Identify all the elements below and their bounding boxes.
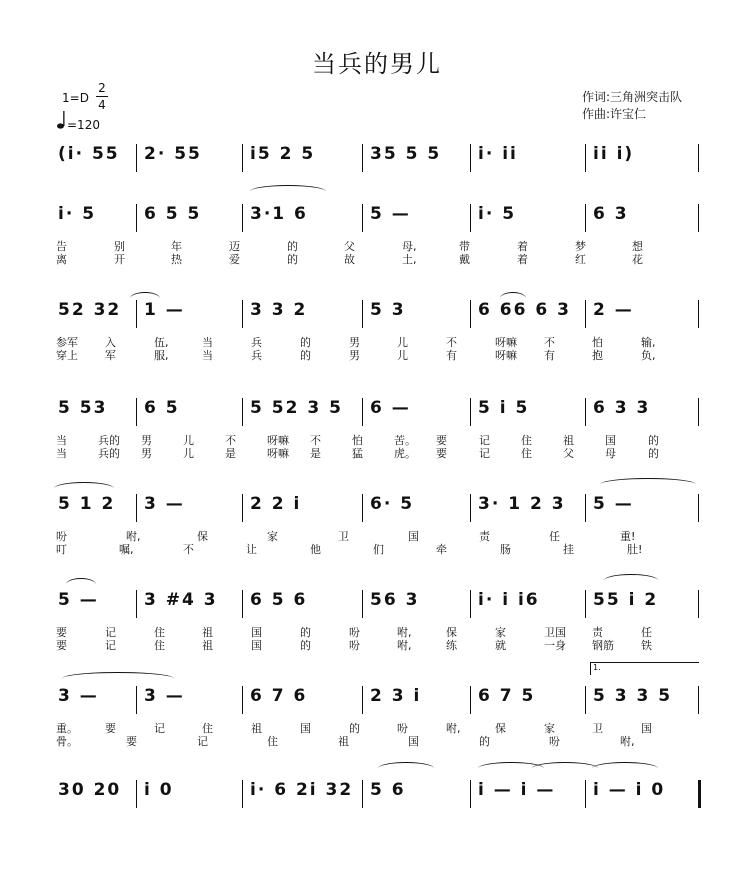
measure-notes: 6 5 [144, 398, 180, 418]
barline [585, 398, 586, 426]
lyric-syllable: 是 [310, 447, 321, 460]
lyric-syllable: 要 [56, 626, 67, 639]
slur-tie [62, 672, 174, 685]
lyric-syllable: 年 [171, 240, 182, 253]
lyric-syllable: 父 [563, 447, 574, 460]
measure-notes: 5 i 5 [478, 398, 530, 418]
lyric-syllable: 挂 [563, 543, 574, 556]
lyric-syllable: 迈 [229, 240, 240, 253]
lyric-syllable: 母, [402, 240, 417, 253]
lyric-syllable: 一身 [544, 639, 566, 652]
lyric-syllable: 吩 [349, 626, 360, 639]
measure-notes: 3 3 2 [250, 300, 308, 320]
quarter-note-icon [57, 111, 65, 129]
measure-notes: 5 52 3 5 [250, 398, 343, 418]
lyric-syllable: 男 [141, 447, 152, 460]
barline [585, 590, 586, 618]
lyric-syllable: 热 [171, 253, 182, 266]
lyric-syllable: 儿 [397, 349, 408, 362]
measure-notes: 52 32 [58, 300, 122, 320]
measure-notes: 5 3 3 5 [593, 686, 673, 706]
lyric-syllable: 当 [202, 336, 213, 349]
measure-notes: 3 — [144, 494, 185, 514]
measure-notes: 5 3 [370, 300, 406, 320]
lyric-syllable: 呀嘛 [267, 434, 289, 447]
lyric-syllable: 抱 [592, 349, 603, 362]
measure-notes: 5 6 [370, 780, 406, 800]
measure-notes: (i· 55 [58, 144, 120, 164]
lyric-syllable: 有 [544, 349, 555, 362]
lyric-syllable: 负, [641, 349, 656, 362]
lyric-syllable: 记 [479, 447, 490, 460]
barline [362, 300, 363, 328]
barline [136, 494, 137, 522]
composer-credit: 作曲:许宝仁 [582, 107, 647, 121]
measure-notes: 5 — [593, 494, 634, 514]
lyric-syllable: 穿上 [56, 349, 78, 362]
lyric-syllable: 军 [105, 349, 116, 362]
lyric-syllable: 保 [495, 722, 506, 735]
time-signature [96, 80, 108, 113]
lyric-syllable: 的 [300, 349, 311, 362]
barline [136, 144, 137, 172]
lyric-syllable: 要 [56, 639, 67, 652]
barline [470, 300, 471, 328]
lyric-syllable: 牵 [436, 543, 447, 556]
lyric-syllable: 国 [641, 722, 652, 735]
barline [362, 494, 363, 522]
lyric-syllable: 保 [446, 626, 457, 639]
barline [362, 398, 363, 426]
lyric-syllable: 不 [446, 336, 457, 349]
lyric-syllable: 保 [197, 530, 208, 543]
lyric-syllable: 父 [344, 240, 355, 253]
slur-tie [532, 762, 598, 775]
lyric-syllable: 的 [648, 434, 659, 447]
lyric-syllable: 兵的 [98, 447, 120, 460]
lyric-syllable: 的 [300, 639, 311, 652]
lyric-syllable: 吩 [397, 722, 408, 735]
lyric-syllable: 猛 [352, 447, 363, 460]
lyric-syllable: 嘱, [119, 543, 134, 556]
lyric-syllable: 呀嘛 [267, 447, 289, 460]
lyricist-credit: 作词:三角洲突击队 [582, 90, 683, 104]
lyric-syllable: 卫 [338, 530, 349, 543]
measure-notes: i· 6 2i 32 [250, 780, 354, 800]
lyric-syllable: 祖 [338, 735, 349, 748]
lyric-syllable: 兵 [251, 336, 262, 349]
lyric-syllable: 红 [575, 253, 586, 266]
lyric-syllable: 伍, [154, 336, 169, 349]
lyric-syllable: 就 [495, 639, 506, 652]
staff-line [0, 394, 754, 490]
lyric-syllable: 开 [114, 253, 125, 266]
key-signature [62, 90, 89, 106]
lyric-syllable: 吩 [549, 735, 560, 748]
lyric-syllable: 国 [605, 434, 616, 447]
lyric-syllable: 任 [549, 530, 560, 543]
slur-tie [250, 185, 326, 198]
lyric-syllable: 国 [251, 639, 262, 652]
lyric-syllable: 当 [56, 447, 67, 460]
barline [136, 590, 137, 618]
barline [470, 398, 471, 426]
lyric-syllable: 祖 [202, 639, 213, 652]
lyric-syllable: 咐, [620, 735, 635, 748]
lyric-syllable: 的 [300, 336, 311, 349]
lyric-syllable: 呀嘛 [495, 349, 517, 362]
lyric-syllable: 的 [648, 447, 659, 460]
lyric-syllable: 想 [632, 240, 643, 253]
lyric-syllable: 母 [605, 447, 616, 460]
volta-bracket: 1. [590, 662, 699, 675]
barline [698, 398, 699, 426]
lyric-syllable: 要 [436, 447, 447, 460]
lyric-syllable: 祖 [202, 626, 213, 639]
slur-tie [604, 574, 658, 587]
slur-tie [378, 762, 434, 775]
barline [242, 300, 243, 328]
barline [470, 204, 471, 232]
lyric-syllable: 当 [56, 434, 67, 447]
slur-tie [54, 482, 114, 495]
measure-notes: i5 2 5 [250, 144, 316, 164]
barline [242, 144, 243, 172]
measure-notes: 3 — [144, 686, 185, 706]
barline [362, 686, 363, 714]
measure-notes: 3·1 6 [250, 204, 308, 224]
barline [242, 590, 243, 618]
measure-notes: 2· 55 [144, 144, 202, 164]
measure-notes: 1 — [144, 300, 185, 320]
lyric-syllable: 国 [251, 626, 262, 639]
lyric-syllable: 记 [154, 722, 165, 735]
lyric-syllable: 别 [114, 240, 125, 253]
measure-notes: 2 — [593, 300, 634, 320]
lyric-syllable: 的 [287, 240, 298, 253]
lyric-syllable: 当 [202, 349, 213, 362]
barline [242, 686, 243, 714]
measure-notes: 3· 1 2 3 [478, 494, 566, 514]
measure-notes: 3 #4 3 [144, 590, 218, 610]
slur-tie [130, 292, 160, 305]
lyric-syllable: 们 [373, 543, 384, 556]
measure-notes: i — i 0 [593, 780, 666, 800]
measure-notes: i· i i6 [478, 590, 540, 610]
lyric-syllable: 肚! [627, 543, 643, 556]
lyric-syllable: 家 [544, 722, 555, 735]
lyric-syllable: 要 [126, 735, 137, 748]
measure-notes: 6 3 3 [593, 398, 651, 418]
lyric-syllable: 重! [620, 530, 636, 543]
lyric-syllable: 要 [105, 722, 116, 735]
staff-line [0, 296, 754, 392]
barline [585, 494, 586, 522]
time-numerator: 2 [98, 81, 106, 95]
song-title: 当兵的男儿 [312, 50, 442, 78]
barline [698, 144, 699, 172]
barline [585, 686, 586, 714]
barline [362, 144, 363, 172]
lyric-syllable: 土, [402, 253, 417, 266]
lyric-syllable: 花 [632, 253, 643, 266]
lyric-syllable: 吩 [349, 639, 360, 652]
lyric-syllable: 住 [521, 434, 532, 447]
lyric-syllable: 记 [105, 639, 116, 652]
measure-notes: 5 53 [58, 398, 108, 418]
measure-notes: i 0 [144, 780, 174, 800]
lyric-syllable: 不 [225, 434, 236, 447]
lyric-syllable: 责 [479, 530, 490, 543]
lyric-syllable: 咐, [126, 530, 141, 543]
lyric-syllable: 他 [310, 543, 321, 556]
barline [242, 780, 243, 808]
measure-notes: 5 1 2 [58, 494, 116, 514]
barline [585, 300, 586, 328]
barline [470, 494, 471, 522]
barline [698, 590, 699, 618]
barline [698, 780, 701, 808]
lyric-syllable: 祖 [251, 722, 262, 735]
barline [698, 494, 699, 522]
lyric-syllable: 记 [197, 735, 208, 748]
lyric-syllable: 虎。 [394, 447, 416, 460]
lyric-syllable: 的 [479, 735, 490, 748]
lyric-syllable: 苦。 [394, 434, 416, 447]
lyric-syllable: 家 [495, 626, 506, 639]
lyric-syllable: 的 [300, 626, 311, 639]
lyric-syllable: 怕 [592, 336, 603, 349]
lyric-syllable: 卫 [592, 722, 603, 735]
barline [585, 204, 586, 232]
measure-notes: 30 20 [58, 780, 122, 800]
measure-notes: i — i — [478, 780, 556, 800]
measure-notes: 6 66 6 3 [478, 300, 571, 320]
lyric-syllable: 男 [349, 349, 360, 362]
lyric-syllable: 输, [641, 336, 656, 349]
measure-notes: ii i) [593, 144, 635, 164]
measure-notes: 2 3 i [370, 686, 422, 706]
barline [698, 686, 699, 714]
barline [362, 780, 363, 808]
measure-notes: 5 — [370, 204, 411, 224]
lyric-syllable: 卫国 [544, 626, 566, 639]
lyric-syllable: 儿 [397, 336, 408, 349]
barline [362, 590, 363, 618]
slur-tie [600, 478, 696, 491]
lyric-syllable: 咐, [446, 722, 461, 735]
lyric-syllable: 的 [349, 722, 360, 735]
lyric-syllable: 住 [154, 639, 165, 652]
barline [698, 300, 699, 328]
lyric-syllable: 带 [459, 240, 470, 253]
lyric-syllable: 是 [225, 447, 236, 460]
measure-notes: i· 5 [478, 204, 517, 224]
barline [585, 144, 586, 172]
lyric-syllable: 告 [56, 240, 67, 253]
lyric-syllable: 着 [517, 240, 528, 253]
lyric-syllable: 儿 [183, 447, 194, 460]
lyric-syllable: 重。 [56, 722, 78, 735]
barline [698, 204, 699, 232]
measure-notes: 6 5 5 [144, 204, 202, 224]
slur-tie [66, 578, 96, 591]
barline [136, 204, 137, 232]
lyric-syllable: 住 [202, 722, 213, 735]
lyric-syllable: 练 [446, 639, 457, 652]
lyric-syllable: 的 [287, 253, 298, 266]
barline [470, 590, 471, 618]
lyric-syllable: 入 [105, 336, 116, 349]
lyric-syllable: 祖 [563, 434, 574, 447]
lyric-syllable: 任 [641, 626, 652, 639]
barline [136, 398, 137, 426]
staff-line [0, 776, 754, 872]
measure-notes: 6· 5 [370, 494, 415, 514]
lyric-syllable: 男 [141, 434, 152, 447]
lyric-syllable: 梦 [575, 240, 586, 253]
key-text: 1=D [62, 91, 89, 105]
barline [242, 398, 243, 426]
lyric-syllable: 记 [479, 434, 490, 447]
lyric-syllable: 国 [408, 735, 419, 748]
lyric-syllable: 戴 [459, 253, 470, 266]
lyric-syllable: 骨。 [56, 735, 78, 748]
lyric-syllable: 兵的 [98, 434, 120, 447]
lyric-syllable: 不 [183, 543, 194, 556]
lyric-syllable: 让 [246, 543, 257, 556]
lyric-syllable: 家 [267, 530, 278, 543]
measure-notes: i· ii [478, 144, 518, 164]
staff-line [0, 200, 754, 296]
tempo-marking: =120 [67, 118, 100, 132]
lyric-syllable: 有 [446, 349, 457, 362]
measure-notes: 56 3 [370, 590, 420, 610]
lyric-syllable: 兵 [251, 349, 262, 362]
lyric-syllable: 钢筋 [592, 639, 614, 652]
lyric-syllable: 要 [436, 434, 447, 447]
lyric-syllable: 责 [592, 626, 603, 639]
lyric-syllable: 爱 [229, 253, 240, 266]
lyric-syllable: 呀嘛 [495, 336, 517, 349]
lyric-syllable: 咐, [397, 639, 412, 652]
staff-line [0, 490, 754, 586]
lyric-syllable: 国 [408, 530, 419, 543]
lyric-syllable: 不 [544, 336, 555, 349]
barline [242, 494, 243, 522]
measure-notes: 6 7 6 [250, 686, 308, 706]
lyric-syllable: 住 [154, 626, 165, 639]
lyric-syllable: 着 [517, 253, 528, 266]
barline [470, 686, 471, 714]
lyric-syllable: 住 [521, 447, 532, 460]
measure-notes: 6 7 5 [478, 686, 536, 706]
measure-notes: 6 3 [593, 204, 629, 224]
measure-notes: 35 5 5 [370, 144, 442, 164]
lyric-syllable: 参军 [56, 336, 78, 349]
lyric-syllable: 铁 [641, 639, 652, 652]
measure-notes: 5 — [58, 590, 99, 610]
lyric-syllable: 离 [56, 253, 67, 266]
lyric-syllable: 肠 [500, 543, 511, 556]
barline [470, 780, 471, 808]
lyric-syllable: 吩 [56, 530, 67, 543]
barline [362, 204, 363, 232]
barline [585, 780, 586, 808]
measure-notes: 6 5 6 [250, 590, 308, 610]
lyric-syllable: 叮 [56, 543, 67, 556]
lyric-syllable: 国 [300, 722, 311, 735]
measure-notes: 55 i 2 [593, 590, 659, 610]
slur-tie [500, 292, 526, 305]
lyric-syllable: 住 [267, 735, 278, 748]
measure-notes: 6 — [370, 398, 411, 418]
lyric-syllable: 不 [310, 434, 321, 447]
barline [470, 144, 471, 172]
lyric-syllable: 怕 [352, 434, 363, 447]
lyric-syllable: 男 [349, 336, 360, 349]
lyric-syllable: 咐, [397, 626, 412, 639]
lyric-syllable: 儿 [183, 434, 194, 447]
barline [136, 780, 137, 808]
measure-notes: 3 — [58, 686, 99, 706]
time-denominator: 4 [96, 96, 108, 113]
lyric-syllable: 记 [105, 626, 116, 639]
barline [242, 204, 243, 232]
measure-notes: i· 5 [58, 204, 97, 224]
lyric-syllable: 故 [344, 253, 355, 266]
measure-notes: 2 2 i [250, 494, 302, 514]
slur-tie [592, 762, 658, 775]
barline [136, 686, 137, 714]
lyric-syllable: 服, [154, 349, 169, 362]
